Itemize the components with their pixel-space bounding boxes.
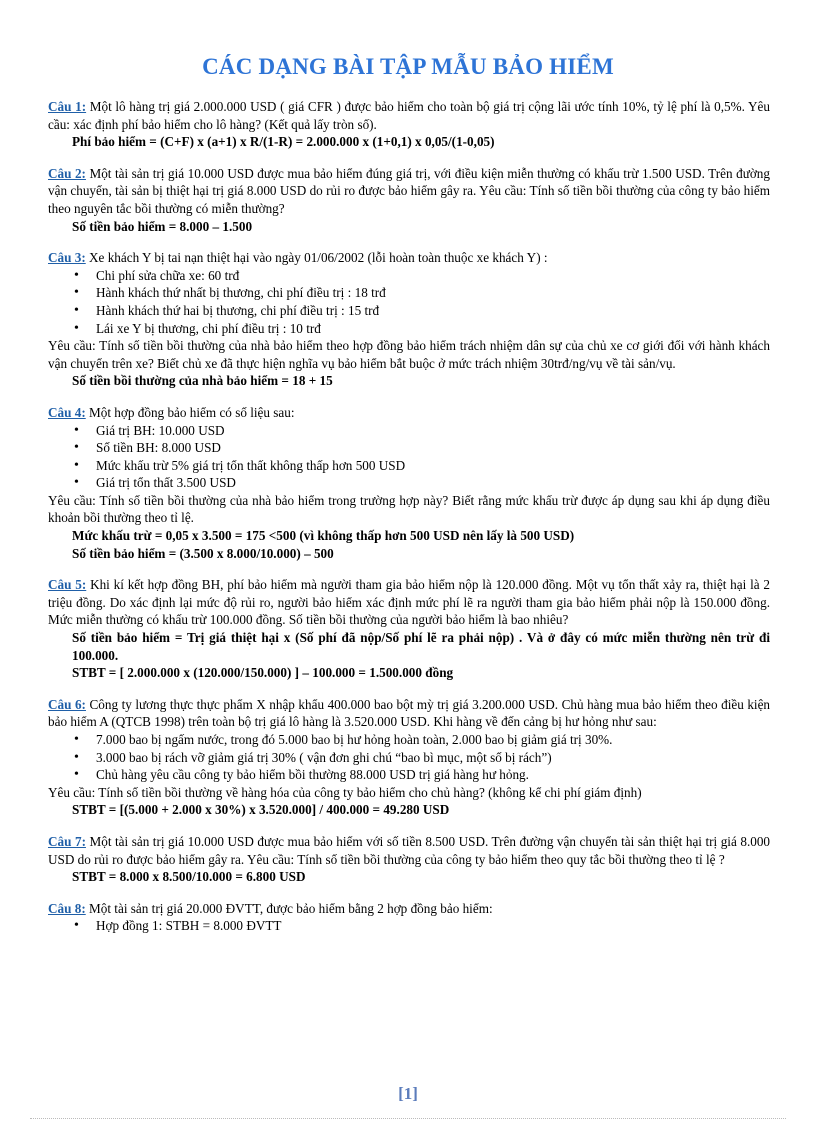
list-item: • Giá trị BH: 10.000 USD [96,422,770,440]
list-item: • Số tiền BH: 8.000 USD [96,439,770,457]
question-label[interactable]: Câu 5: [48,577,87,593]
question-1 [48,98,770,151]
list-item: • Mức khấu trừ 5% giá trị tổn thất không thấp hơn 500 USD [96,457,770,475]
bullet-list [48,267,770,337]
question-text: Một lô hàng trị giá 2.000.000 USD ( giá CFR ) được bảo hiểm cho toàn bộ giá trị cộng lãi ước tính 10%, tỷ lệ phí là 0,5%. Yêu cầu: xác định phí bảo hiểm cho lô hàng? (Kết quả lấy tròn số). [48,99,771,132]
question-text: Một tài sản trị giá 20.000 ĐVTT, được bảo hiểm bằng 2 hợp đồng bảo hiểm: [89,900,493,916]
question-label[interactable]: Câu 6: [48,696,86,712]
list-item: • 3.000 bao bị rách vỡ giảm giá trị 30% ( vận đơn ghi chú “bao bì mục, một số bị rách”) [96,749,770,767]
list-item: • Lái xe Y bị thương, chi phí điều trị : 10 trđ [96,320,770,338]
question-6 [48,696,770,819]
question-text: Một hợp đồng bảo hiểm có số liệu sau: [89,404,295,420]
answer-line: Số tiền bảo hiểm = 8.000 – 1.500 [72,218,253,234]
list-item: • Hành khách thứ nhất bị thương, chi phí điều trị : 18 trđ [96,284,770,302]
question-text: Xe khách Y bị tai nạn thiệt hại vào ngày 01/06/2002 (lỗi hoàn toàn thuộc xe khách Y) : [89,250,548,266]
page-title: CÁC DẠNG BÀI TẬP MẪU BẢO HIỂM [202,54,614,79]
question-2 [48,165,770,235]
answer-line: Số tiền bảo hiểm = (3.500 x 8.000/10.000) – 500 [72,545,334,561]
list-item: • Hành khách thứ hai bị thương, chi phí điều trị : 15 trđ [96,302,770,320]
question-label[interactable]: Câu 7: [48,833,86,849]
answer-line: STBT = [ 2.000.000 x (120.000/150.000) ] – 100.000 = 1.500.000 đồng [72,665,454,681]
footer-divider [30,1118,786,1119]
question-requirement: Yêu cầu: Tính số tiền bồi thường của nhà bảo hiểm trong trường hợp này? Biết rằng mức khấu trừ được áp dụng sau khi áp dụng điều khoản bồi thường theo tỉ lệ. [48,492,770,526]
document-body [48,98,770,949]
list-item: • 7.000 bao bị ngấm nước, trong đó 5.000 bao bị hư hỏng hoàn toàn, 2.000 bao bị giảm giá trị 30%. [96,731,770,749]
list-item: • Chủ hàng yêu cầu công ty bảo hiểm bồi thường 88.000 USD trị giá hàng hư hỏng. [96,766,770,784]
question-4 [48,404,770,562]
question-text: Khi kí kết hợp đồng BH, phí bảo hiểm mà người tham gia bảo hiểm nộp là 120.000 đồng. Một vụ tổn thất xảy ra, thiệt hại là 2 triệu đồng. Do xác định lại mức độ rủi ro, người bảo hiểm xác định mức phí lẽ ra người tham gia bảo hiểm phải nộp là 150.000 đồng. Mức miễn thường có khấu trừ 100.000 đồng. Số tiền bồi thường của người bảo hiểm là bao nhiêu? [48,577,771,628]
answer-line: Phí bảo hiểm = (C+F) x (a+1) x R/(1-R) = 2.000.000 x (1+0,1) x 0,05/(1-0,05) [72,134,495,150]
list-item: • Chi phí sửa chữa xe: 60 trđ [96,267,770,285]
question-label[interactable]: Câu 4: [48,404,86,420]
question-5 [48,576,770,682]
answer-line: Số tiền bồi thường của nhà bảo hiểm = 18 + 15 [72,373,333,389]
bullet-list [48,422,770,492]
question-text: Một tài sản trị giá 10.000 USD được mua bảo hiểm với số tiền 8.500 USD. Trên đường vận chuyển tài sản thiệt hại trị giá 8.000 USD do rủi ro được bảo hiểm gây ra. Yêu cầu: Tính số tiền bồi thường của công ty bảo hiểm theo quy tắc bồi thường theo tỉ lệ ? [48,833,771,867]
question-label[interactable]: Câu 1: [48,99,87,114]
answer-line: STBT = 8.000 x 8.500/10.000 = 6.800 USD [72,869,306,885]
bullet-list [48,731,770,784]
question-requirement: Yêu cầu: Tính số tiền bồi thường về hàng hóa của công ty bảo hiểm cho chủ hàng? (không kể chi phí giám định) [48,784,642,800]
answer-line: Số tiền bảo hiểm = Trị giá thiệt hại x (Số phí đã nộp/Số phí lẽ ra phải nộp) . Và ở đây có mức miễn thường nên trừ đi 100.000. [72,630,770,663]
answer-line: STBT = [(5.000 + 2.000 x 30%) x 3.520.000] / 400.000 = 49.280 USD [72,802,450,818]
question-label[interactable]: Câu 3: [48,250,86,266]
question-text: Công ty lương thực thực phẩm X nhập khẩu 400.000 bao bột mỳ trị giá 3.200.000 USD. Chủ hàng mua bảo hiểm theo điều kiện bảo hiểm A (QTCB 1998) trên toàn bộ trị giá lô hàng là 3.520.000 USD. Khi hàng về đến cảng bị hư hỏng như sau: [48,696,771,730]
question-text: Một tài sản trị giá 10.000 USD được mua bảo hiểm đúng giá trị, với điều kiện miễn thường có khấu trừ 1.500 USD. Trên đường vận chuyển, tài sản bị thiệt hại trị giá 8.000 USD do rủi ro được bảo hiểm gây ra. Yêu cầu: Tính số tiền bồi thường của công ty bảo hiểm theo nguyên tắc bồi thường có miễn thường? [48,165,770,216]
answer-line: Mức khấu trừ = 0,05 x 3.500 = 175 <500 (vì không thấp hơn 500 USD nên lấy là 500 USD) [72,528,575,544]
question-requirement: Yêu cầu: Tính số tiền bồi thường của nhà bảo hiểm theo hợp đồng bảo hiểm trách nhiệm dân sự của chủ xe cơ giới đối với hành khách vận chuyển trên xe? Biết chủ xe đã thực hiện nghĩa vụ bảo hiểm bắt buộc ở mức trách nhiệm 30trđ/ng/vụ về tài sản/vụ. [48,338,770,371]
question-7 [48,833,770,886]
question-label[interactable]: Câu 2: [48,165,86,181]
question-8 [48,900,770,935]
question-3 [48,249,770,390]
list-item: • Giá trị tổn thất 3.500 USD [96,474,770,492]
bullet-list [48,917,770,935]
page-number: [1] [398,1084,418,1103]
question-label[interactable]: Câu 8: [48,900,86,916]
list-item: • Hợp đồng 1: STBH = 8.000 ĐVTT [96,917,770,935]
